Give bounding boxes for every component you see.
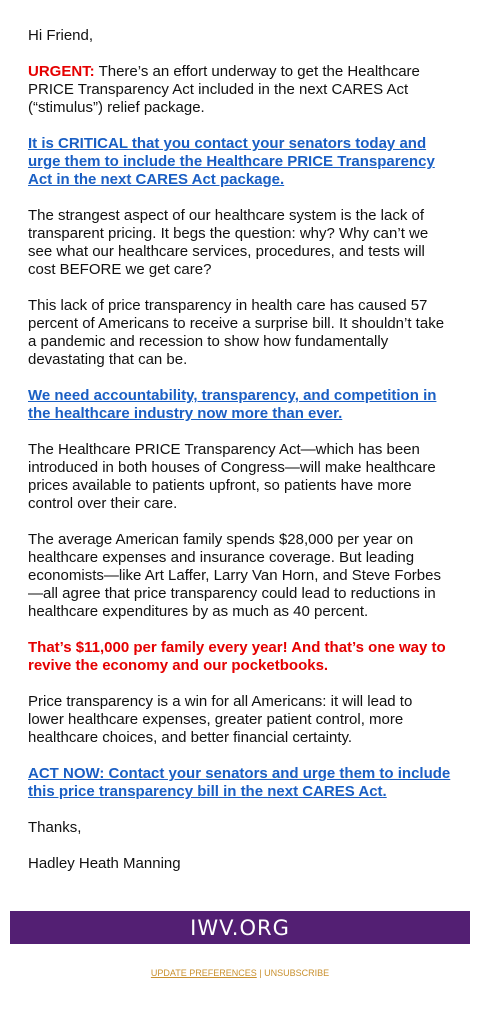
greeting: Hi Friend, [28,27,94,44]
body-paragraph-1: The strangest aspect of our healthcare system is the lack of transparent pricing. It begs the question: why? Why can’t we see what our healthcare services, procedures, and tests will cost BEFORE we get care? [28,207,429,278]
unsubscribe-link[interactable]: UNSUBSCRIBE [264,968,330,978]
highlight-paragraph: That’s $11,000 per family every year! And that’s one way to revive the economy and our pocketbooks. [28,639,446,674]
banner-logo-text: IWV.ORG [190,915,290,940]
urgent-text: There’s an effort underway to get the Healthcare PRICE Transparency Act included in the next CARES Act (“stimulus”) relief package. [28,63,420,116]
update-preferences-link[interactable]: UPDATE PREFERENCES [150,968,257,978]
footer-separator: | [256,968,265,978]
cta-paragraph-2 [28,387,452,423]
body-paragraph-5: Price transparency is a win for all Americans: it will lead to lower healthcare expenses, greater patient control, more healthcare choices, and better financial certainty. [28,693,413,746]
contact-senators-link[interactable]: It is CRITICAL that you contact your senators today and urge them to include the Healthcare PRICE Transparency Act in the next CARES Act package. [28,135,435,188]
email-footer [0,968,480,978]
signature: Hadley Heath Manning [28,855,181,872]
act-now-link[interactable]: ACT NOW: Contact your senators and urge them to include this price transparency bill in the next CARES Act. [28,765,451,800]
body-paragraph-2: This lack of price transparency in health care has caused 57 percent of Americans to receive a surprise bill. It shouldn’t take a pandemic and recession to show how fundamentally devastating that can be. [28,297,445,368]
body-paragraph-3: The Healthcare PRICE Transparency Act—which has been introduced in both houses of Congress—will make healthcare prices available to patients upfront, so patients have more control over their care. [28,441,436,512]
body-paragraph-4: The average American family spends $28,000 per year on healthcare expenses and insurance coverage. But leading economists—like Art Laffer, Larry Van Horn, and Steve Forbes—all agree that price transparency could lead to reductions in healthcare expenditures by as much as 40 percent. [28,531,441,620]
cta-paragraph-3 [28,765,452,801]
signoff: Thanks, [28,819,82,836]
urgent-paragraph [28,63,452,117]
cta-paragraph-1 [28,135,452,189]
urgent-label: URGENT: [28,63,95,80]
accountability-link[interactable]: We need accountability, transparency, and competition in the healthcare industry now more than ever. [28,387,437,422]
iwv-banner[interactable] [10,911,470,944]
